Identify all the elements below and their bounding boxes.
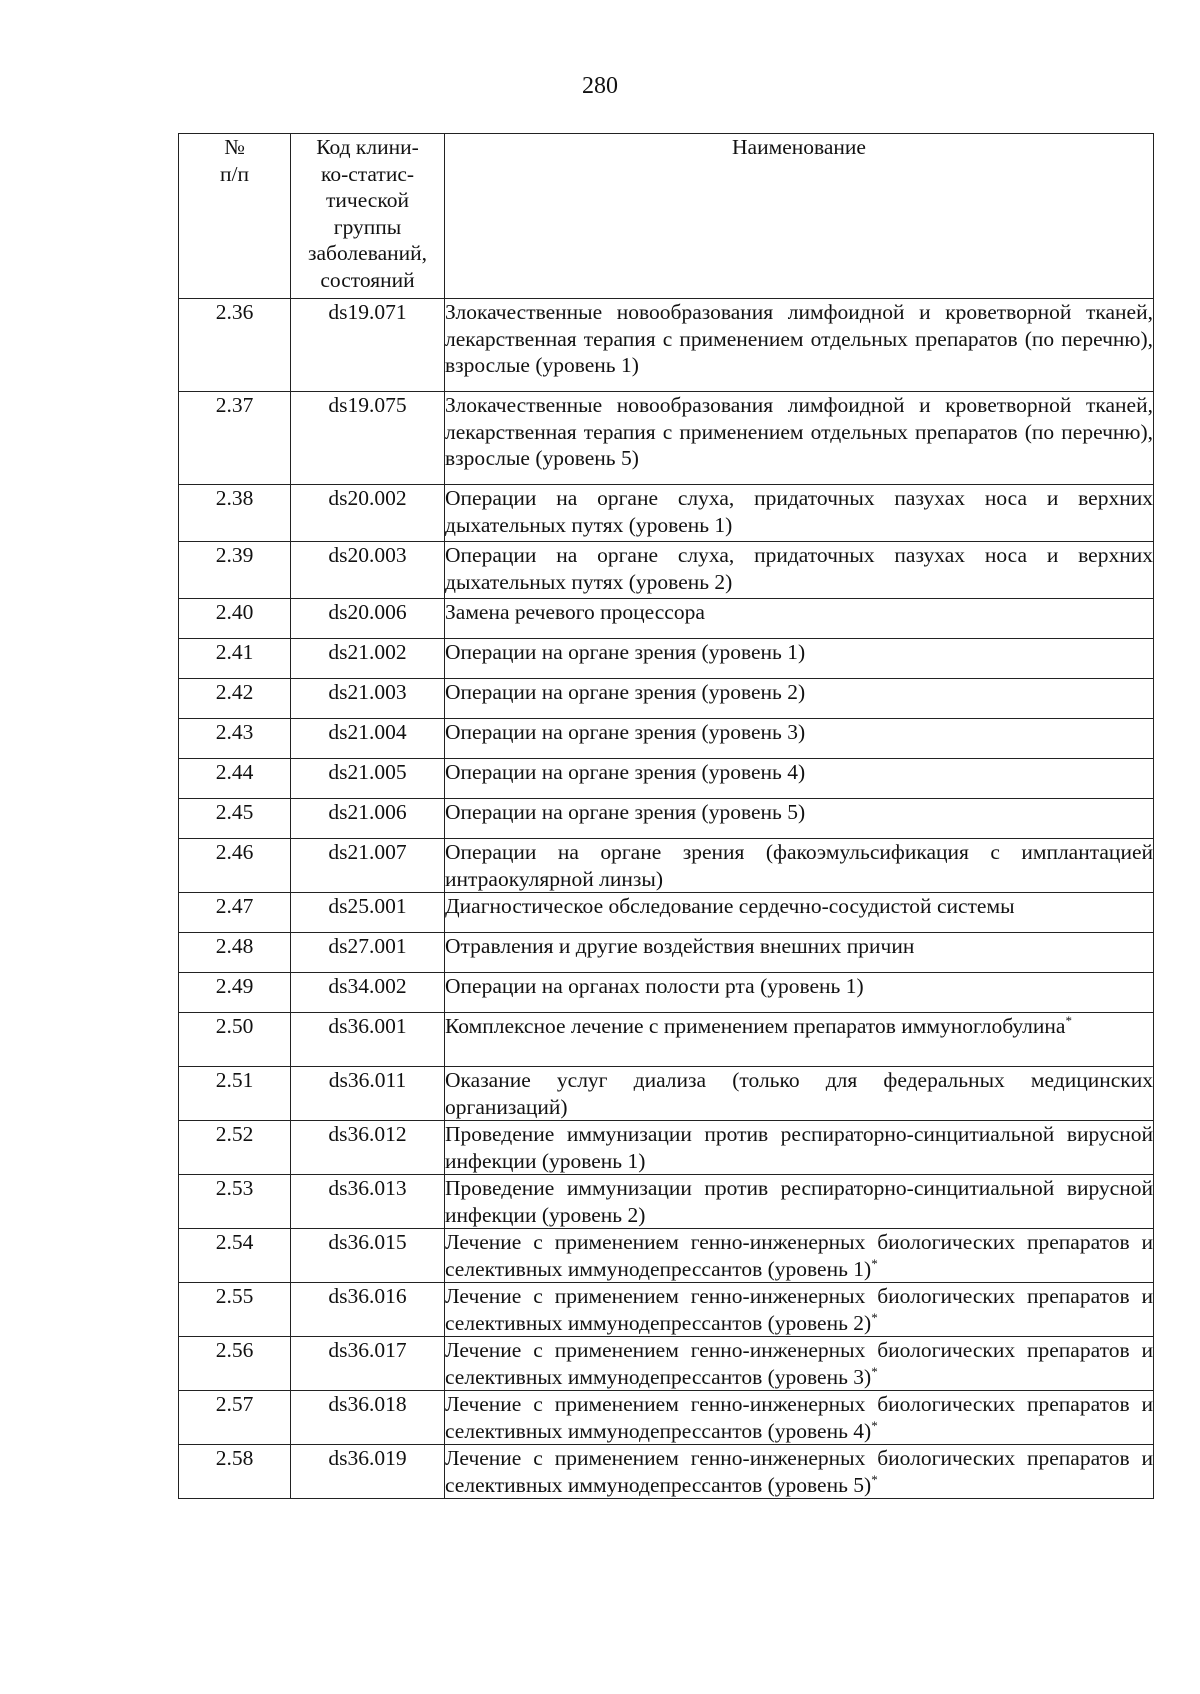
row-number: 2.37 xyxy=(179,392,291,485)
table-row xyxy=(179,299,1154,392)
row-name: Отравления и другие воздействия внешних причин xyxy=(445,933,1154,973)
row-code: ds21.007 xyxy=(291,839,445,893)
row-name: Операции на органе зрения (уровень 5) xyxy=(445,799,1154,839)
header-code xyxy=(291,134,445,299)
row-code: ds34.002 xyxy=(291,973,445,1013)
table-row xyxy=(179,1175,1154,1229)
row-number: 2.47 xyxy=(179,893,291,933)
row-number: 2.48 xyxy=(179,933,291,973)
row-code: ds21.003 xyxy=(291,679,445,719)
header-code-line: тической xyxy=(326,188,409,212)
row-number: 2.57 xyxy=(179,1391,291,1445)
row-name: Операции на органе зрения (уровень 4) xyxy=(445,759,1154,799)
row-name xyxy=(445,1445,1154,1499)
row-number: 2.50 xyxy=(179,1013,291,1067)
row-code: ds21.006 xyxy=(291,799,445,839)
row-name: Операции на органах полости рта (уровень 1) xyxy=(445,973,1154,1013)
table-header-row xyxy=(179,134,1154,299)
row-name: Операции на органе зрения (факоэмульсификация с имплантацией интраокулярной линзы) xyxy=(445,840,1153,891)
header-number-line: п/п xyxy=(220,161,249,186)
header-code-line: заболеваний, xyxy=(307,241,428,265)
table-row xyxy=(179,599,1154,639)
row-number: 2.43 xyxy=(179,719,291,759)
row-name: Проведение иммунизации против респираторно-синцитиальной вирусной инфекции (уровень 2) xyxy=(445,1176,1153,1227)
table-row xyxy=(179,1229,1154,1283)
row-number: 2.52 xyxy=(179,1121,291,1175)
row-code: ds36.015 xyxy=(291,1229,445,1283)
header-name-label: Наименование xyxy=(732,135,866,159)
header-number-line: № xyxy=(224,135,245,159)
row-code: ds20.003 xyxy=(291,542,445,599)
row-number: 2.36 xyxy=(179,299,291,392)
row-code: ds36.012 xyxy=(291,1121,445,1175)
header-code-line: ко-статис- xyxy=(320,161,415,186)
row-name: Операции на органе зрения (уровень 3) xyxy=(445,719,1154,759)
row-code: ds19.071 xyxy=(291,299,445,392)
row-code: ds36.017 xyxy=(291,1337,445,1391)
row-code: ds36.018 xyxy=(291,1391,445,1445)
table-row xyxy=(179,893,1154,933)
row-name: Операции на органе слуха, придаточных пазухах носа и верхних дыхательных путях (уровень 2) xyxy=(445,542,1154,599)
row-name xyxy=(445,1013,1154,1067)
row-name: Оказание услуг диализа (только для федеральных медицинских организаций) xyxy=(445,1068,1153,1119)
row-code: ds36.001 xyxy=(291,1013,445,1067)
row-name-text: Лечение с применением генно-инженерных биологических препаратов и селективных иммунодепрессантов (уровень 4) xyxy=(445,1392,1153,1443)
footnote-asterisk: * xyxy=(871,1255,878,1271)
kcg-table xyxy=(178,133,1154,1499)
table-row xyxy=(179,679,1154,719)
row-code: ds21.005 xyxy=(291,759,445,799)
row-number: 2.49 xyxy=(179,973,291,1013)
table-row xyxy=(179,1013,1154,1067)
row-number: 2.56 xyxy=(179,1337,291,1391)
header-code-line: Код клини- xyxy=(316,135,419,159)
row-name: Операции на органе зрения (уровень 2) xyxy=(445,679,1154,719)
table-row xyxy=(179,973,1154,1013)
page-number: 280 xyxy=(582,73,618,99)
row-number: 2.58 xyxy=(179,1445,291,1499)
row-name-text: Лечение с применением генно-инженерных биологических препаратов и селективных иммунодепрессантов (уровень 1) xyxy=(445,1230,1153,1281)
row-name: Злокачественные новообразования лимфоидной и кроветворной тканей, лекарственная терапия с применением отдельных препаратов (по перечню), взрослые (уровень 5) xyxy=(445,392,1154,485)
row-number: 2.54 xyxy=(179,1229,291,1283)
row-code: ds20.002 xyxy=(291,485,445,542)
row-number: 2.53 xyxy=(179,1175,291,1229)
table-row xyxy=(179,485,1154,542)
table-row xyxy=(179,719,1154,759)
row-number: 2.41 xyxy=(179,639,291,679)
row-number: 2.42 xyxy=(179,679,291,719)
row-name: Операции на органе слуха, придаточных пазухах носа и верхних дыхательных путях (уровень 1) xyxy=(445,485,1154,542)
table-row xyxy=(179,1337,1154,1391)
header-number xyxy=(179,134,291,299)
row-code: ds36.011 xyxy=(291,1067,445,1121)
row-name: Диагностическое обследование сердечно-сосудистой системы xyxy=(445,893,1154,933)
footnote-asterisk: * xyxy=(871,1309,878,1325)
table-row xyxy=(179,1391,1154,1445)
row-name-text: Лечение с применением генно-инженерных биологических препаратов и селективных иммунодепрессантов (уровень 5) xyxy=(445,1446,1153,1497)
footnote-asterisk: * xyxy=(871,1471,878,1487)
row-number: 2.38 xyxy=(179,485,291,542)
footnote-asterisk: * xyxy=(871,1417,878,1433)
table-row xyxy=(179,1067,1154,1121)
table-row xyxy=(179,759,1154,799)
row-number: 2.40 xyxy=(179,599,291,639)
table-row xyxy=(179,639,1154,679)
header-code-line: группы xyxy=(333,214,402,239)
row-code: ds27.001 xyxy=(291,933,445,973)
footnote-asterisk: * xyxy=(871,1363,878,1379)
table-row xyxy=(179,542,1154,599)
row-name xyxy=(445,1337,1154,1391)
row-name xyxy=(445,1229,1154,1283)
row-code: ds19.075 xyxy=(291,392,445,485)
row-number: 2.46 xyxy=(179,839,291,893)
row-code: ds36.016 xyxy=(291,1283,445,1337)
row-name: Проведение иммунизации против респираторно-синцитиальной вирусной инфекции (уровень 1) xyxy=(445,1122,1153,1173)
table-row xyxy=(179,799,1154,839)
row-code: ds36.019 xyxy=(291,1445,445,1499)
table-row xyxy=(179,933,1154,973)
row-number: 2.39 xyxy=(179,542,291,599)
header-name xyxy=(445,134,1154,299)
header-code-line: состояний xyxy=(320,267,415,292)
table-row xyxy=(179,1445,1154,1499)
row-code: ds36.013 xyxy=(291,1175,445,1229)
row-number: 2.51 xyxy=(179,1067,291,1121)
row-name xyxy=(445,1391,1154,1445)
row-code: ds20.006 xyxy=(291,599,445,639)
row-name: Операции на органе зрения (уровень 1) xyxy=(445,639,1154,679)
row-number: 2.55 xyxy=(179,1283,291,1337)
table-row xyxy=(179,1283,1154,1337)
row-name-text: Лечение с применением генно-инженерных биологических препаратов и селективных иммунодепрессантов (уровень 2) xyxy=(445,1284,1153,1335)
row-name: Злокачественные новообразования лимфоидной и кроветворной тканей, лекарственная терапия с применением отдельных препаратов (по перечню), взрослые (уровень 1) xyxy=(445,299,1154,392)
row-code: ds25.001 xyxy=(291,893,445,933)
row-code: ds21.004 xyxy=(291,719,445,759)
table-row xyxy=(179,839,1154,893)
footnote-asterisk: * xyxy=(1065,1012,1072,1028)
row-name-text: Комплексное лечение с применением препаратов иммуноглобулина xyxy=(445,1014,1066,1038)
row-number: 2.44 xyxy=(179,759,291,799)
row-code: ds21.002 xyxy=(291,639,445,679)
table-row xyxy=(179,1121,1154,1175)
row-number: 2.45 xyxy=(179,799,291,839)
table-row xyxy=(179,392,1154,485)
row-name: Замена речевого процессора xyxy=(445,599,1154,639)
row-name-text: Лечение с применением генно-инженерных биологических препаратов и селективных иммунодепрессантов (уровень 3) xyxy=(445,1338,1153,1389)
row-name xyxy=(445,1283,1154,1337)
